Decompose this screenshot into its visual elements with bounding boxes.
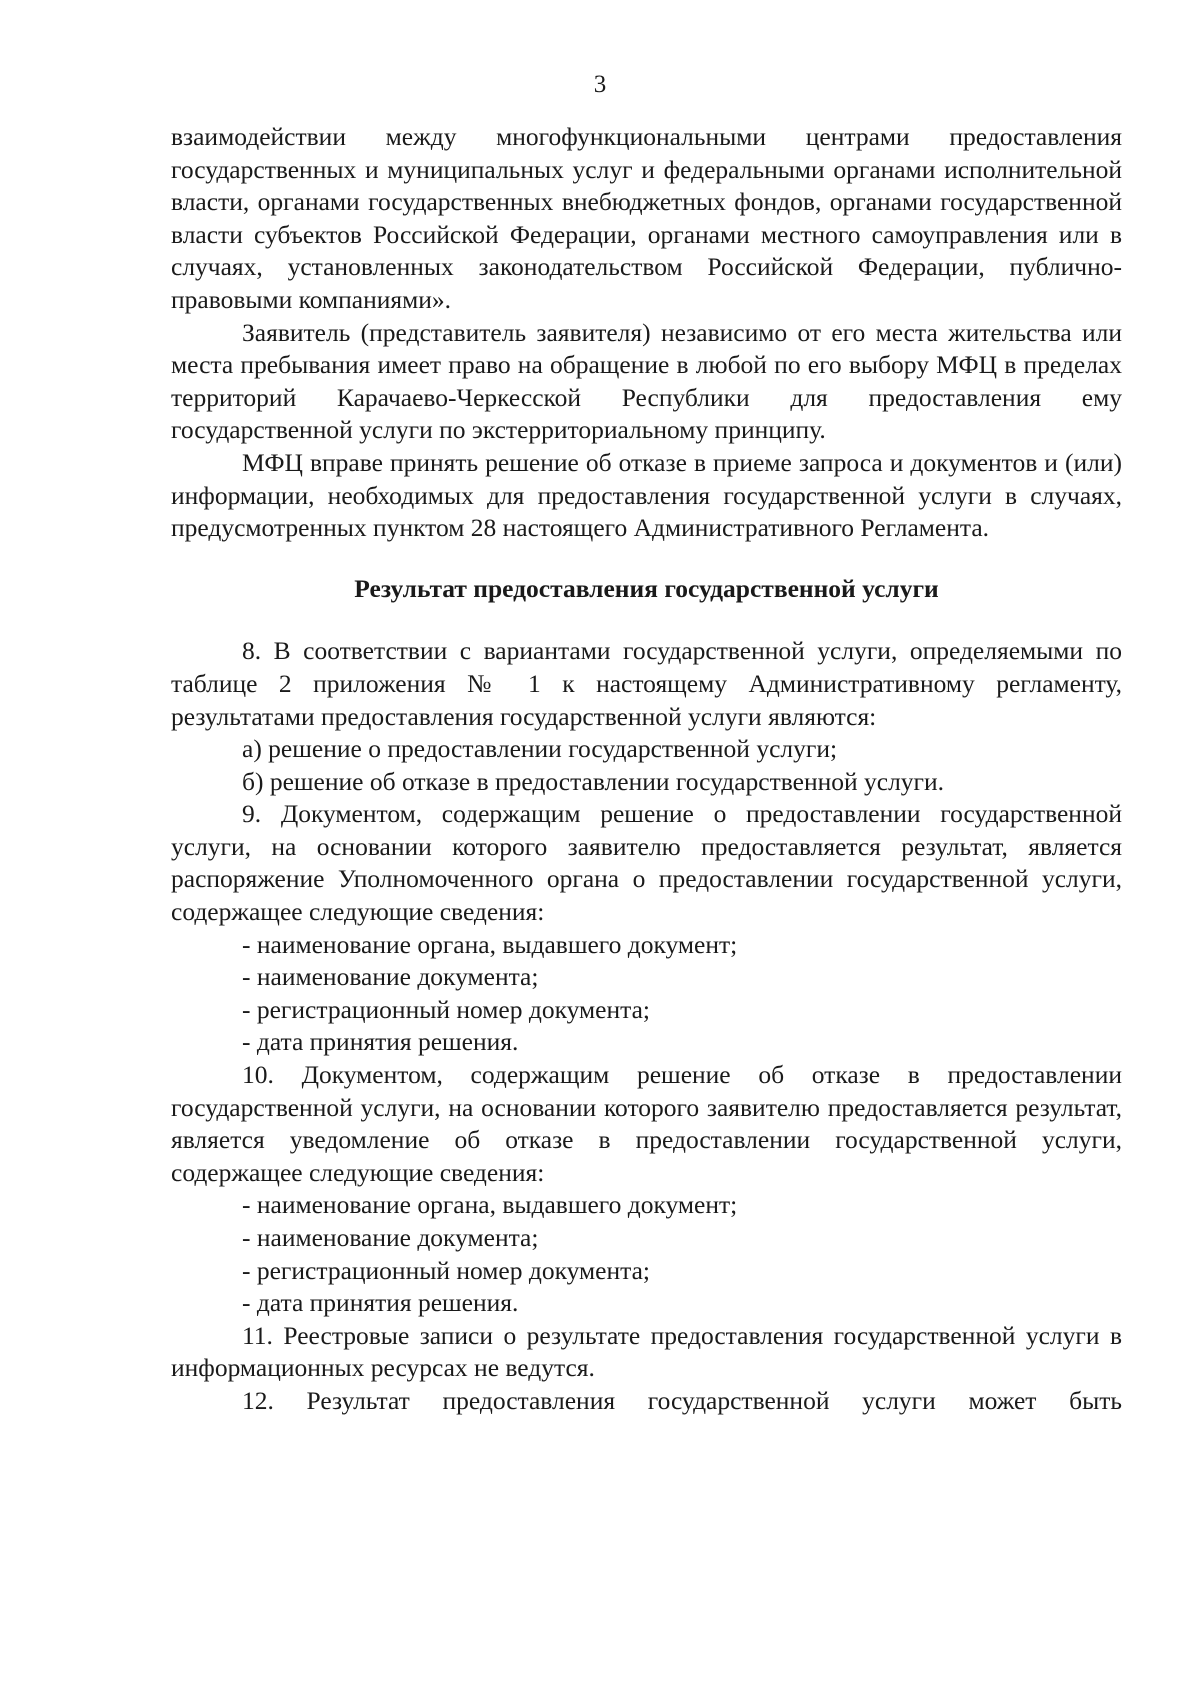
- paragraph-9: 9. Документом, содержащим решение о предоставлении государственной услуги, на основании которого заявителю предоставляется результат, является распоряжение Уполномоченного органа о предоставлении государственной услуги, содержащее следующие сведения:: [171, 799, 1122, 927]
- list-item-10-2: - наименование документа;: [242, 1223, 539, 1252]
- page-body: [171, 121, 1122, 1418]
- section-heading: Результат предоставления государственной услуги: [354, 573, 939, 603]
- applicant-rights-paragraph: Заявитель (представитель заявителя) независимо от его места жительства или места пребывания имеет право на обращение в любой по его выбору МФЦ в пределах территорий Карачаево-Черкесской Республики для предоставления ему государственной услуги по экстерриториальному принципу.: [171, 317, 1122, 445]
- paragraph-12: 12. Результат предоставления государственной услуги может быть: [242, 1385, 1122, 1415]
- paragraph-10: 10. Документом, содержащим решение об отказе в предоставлении государственной услуги, на основании которого заявителю предоставляется результат, является уведомление об отказе в предоставлении государственной услуги, содержащее следующие сведения:: [171, 1060, 1122, 1187]
- list-item-10-3: - регистрационный номер документа;: [242, 1255, 650, 1285]
- list-item-8b: б) решение об отказе в предоставлении государственной услуги.: [242, 766, 945, 796]
- mfc-refusal-paragraph: МФЦ вправе принять решение об отказе в приеме запроса и документов и (или) информации, необходимых для предоставления государственной услуги в случаях, предусмотренных пунктом 28 настоящего Административного Регламента.: [171, 447, 1122, 543]
- intro-continuation-paragraph: взаимодействии между многофункциональными центрами предоставления государственных и муниципальных услуг и федеральными органами исполнительной власти, органами государственных внебюджетных фондов, органами государственной власти субъектов Российской Федерации, органами местного самоуправления или в случаях, установленных законодательством Российской Федерации, публично-правовыми компаниями».: [171, 122, 1122, 314]
- page-number: 3: [593, 71, 607, 98]
- list-item-9-2: - наименование документа;: [242, 962, 539, 992]
- paragraph-11: 11. Реестровые записи о результате предоставления государственной услуги в информационных ресурсах не ведутся.: [171, 1320, 1122, 1383]
- list-item-10-1: - наименование органа, выдавшего документ;: [242, 1190, 738, 1220]
- list-item-9-1: - наименование органа, выдавшего документ;: [242, 929, 738, 959]
- list-item-10-4: - дата принятия решения.: [242, 1288, 519, 1318]
- paragraph-8: 8. В соответствии с вариантами государственной услуги, определяемыми по таблице 2 приложения № 1 к настоящему Административному регламенту, результатами предоставления государственной услуги являются:: [171, 636, 1122, 731]
- list-item-8a: а) решение о предоставлении государственной услуги;: [242, 734, 838, 764]
- list-item-9-4: - дата принятия решения.: [242, 1027, 519, 1057]
- list-item-9-3: - регистрационный номер документа;: [242, 994, 650, 1024]
